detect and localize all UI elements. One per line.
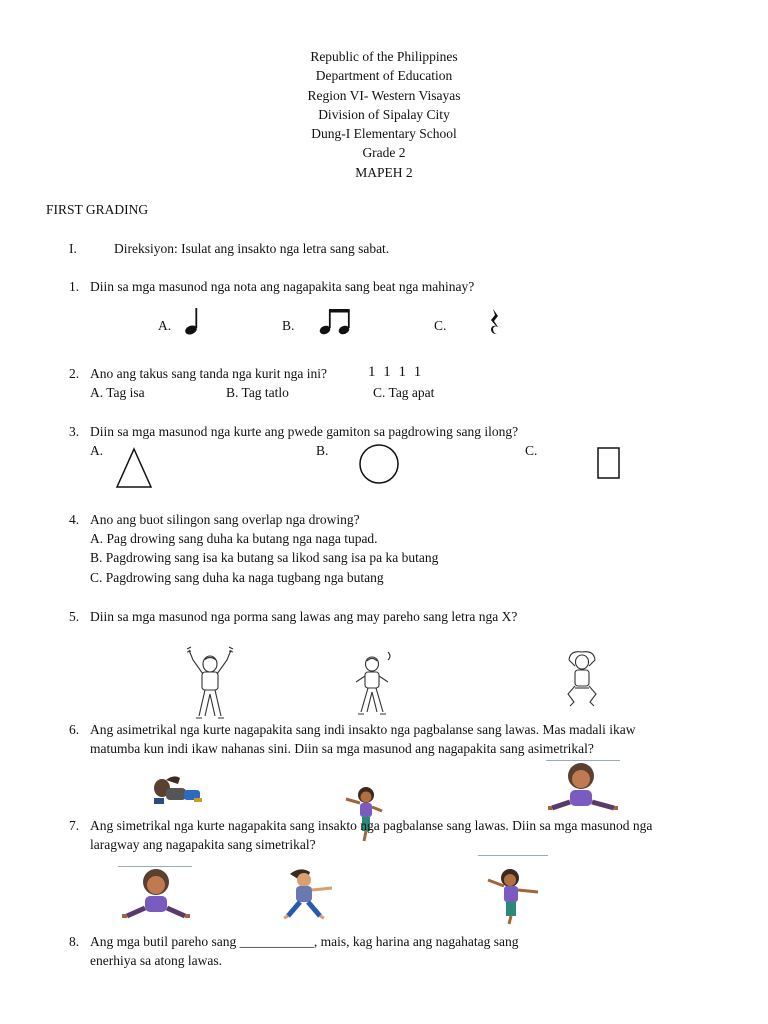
rectangle-shape [596, 446, 622, 480]
header-line-region: Region VI- Western Visayas [307, 87, 461, 103]
question-5-number: 5. [69, 609, 80, 624]
question-3-option-a: A. [90, 443, 104, 458]
question-6-number: 6. [69, 722, 80, 737]
question-8-text-line-1: Ang mga butil pareho sang ___________, mais, kag harina ang nagahatag sang [90, 934, 519, 949]
header-line-grade: Grade 2 [362, 145, 406, 161]
eighth-notes-icon [316, 306, 356, 336]
circle-shape [358, 443, 402, 487]
kid-pose-figure [282, 866, 346, 922]
quarter-rest-icon [488, 308, 502, 336]
question-1-option-a: A. [158, 318, 172, 333]
kid-pose-figure [122, 868, 192, 924]
body-pose-x-figure [185, 646, 235, 722]
question-2-option-a: A. Tag isa [90, 385, 145, 400]
question-8-text-line-2: enerhiya sa atong lawas. [90, 953, 222, 968]
question-8-number: 8. [69, 934, 80, 949]
question-1-text: Diin sa mga masunod nga nota ang nagapakita sang beat nga mahinay? [90, 279, 475, 294]
question-1-option-c: C. [434, 318, 447, 333]
direction-number: I. [69, 241, 77, 256]
question-3-text: Diin sa mga masunod nga kurte ang pwede gamiton sa pagdrowing sang ilong? [90, 424, 519, 439]
header-line-republic: Republic of the Philippines [310, 49, 458, 64]
question-7-number: 7. [69, 818, 80, 833]
header-line-subject: MAPEH 2 [355, 164, 413, 180]
decorative-line [478, 855, 548, 856]
question-7-text-line-1: Ang simetrikal nga kurte nagapakita sang insakto nga pagbalanse sang lawas. Diin sa mga masunod nga [90, 818, 653, 833]
question-7-text-line-2: laragway ang nagapakita sang simetrikal? [90, 837, 316, 852]
kid-pose-figure [344, 785, 388, 843]
kid-pose-figure [484, 866, 544, 926]
question-2-option-b: B. Tag tatlo [226, 385, 289, 400]
question-6-text-line-1: Ang asimetrikal nga kurte nagapakita sang indi insakto nga pagbalanse sang lawas. Mas madali ikaw [90, 722, 636, 737]
question-4-option-c: C. Pagdrowing sang duha ka naga tugbang nga butang [90, 570, 384, 585]
decorative-line [546, 760, 620, 761]
triangle-shape [114, 446, 154, 490]
question-4-number: 4. [69, 512, 80, 527]
quarter-note-icon [182, 306, 212, 336]
question-4-option-b: B. Pagdrowing sang isa ka butang sa likod sang isa pa ka butang [90, 550, 439, 565]
question-2-tally: 1 1 1 1 [368, 364, 424, 380]
question-4-text: Ano ang buot silingon sang overlap nga drowing? [90, 512, 360, 527]
document-header [0, 47, 768, 182]
header-line-department: Department of Education [315, 68, 453, 84]
kid-pose-figure [150, 770, 206, 808]
question-6-text-line-2: matumba kun indi ikaw nahanas sini. Diin sa mga masunod ang nagapakita sang asimetrikal? [90, 741, 594, 756]
body-pose-figure [352, 650, 396, 716]
header-line-division: Division of Sipalay City [318, 106, 450, 122]
question-3-option-c: C. [525, 443, 538, 458]
header-line-school: Dung-I Elementary School [311, 126, 457, 142]
question-5-text: Diin sa mga masunod nga porma sang lawas ang may pareho sang letra nga X? [90, 609, 518, 624]
question-2-option-c: C. Tag apat [373, 385, 435, 400]
direction-text: Direksiyon: Isulat ang insakto nga letra sang sabat. [114, 241, 390, 256]
question-4-option-a: A. Pag drowing sang duha ka butang nga naga tupad. [90, 531, 378, 546]
section-title: FIRST GRADING [46, 202, 149, 217]
body-pose-figure [562, 648, 602, 710]
question-2-text: Ano ang takus sang tanda nga kurit nga ini? [90, 366, 327, 381]
question-3-option-b: B. [316, 443, 329, 458]
question-2-number: 2. [69, 366, 80, 381]
question-1-number: 1. [69, 279, 80, 294]
decorative-line [118, 866, 192, 867]
kid-pose-figure [548, 762, 618, 820]
question-3-number: 3. [69, 424, 80, 439]
question-1-option-b: B. [282, 318, 295, 333]
